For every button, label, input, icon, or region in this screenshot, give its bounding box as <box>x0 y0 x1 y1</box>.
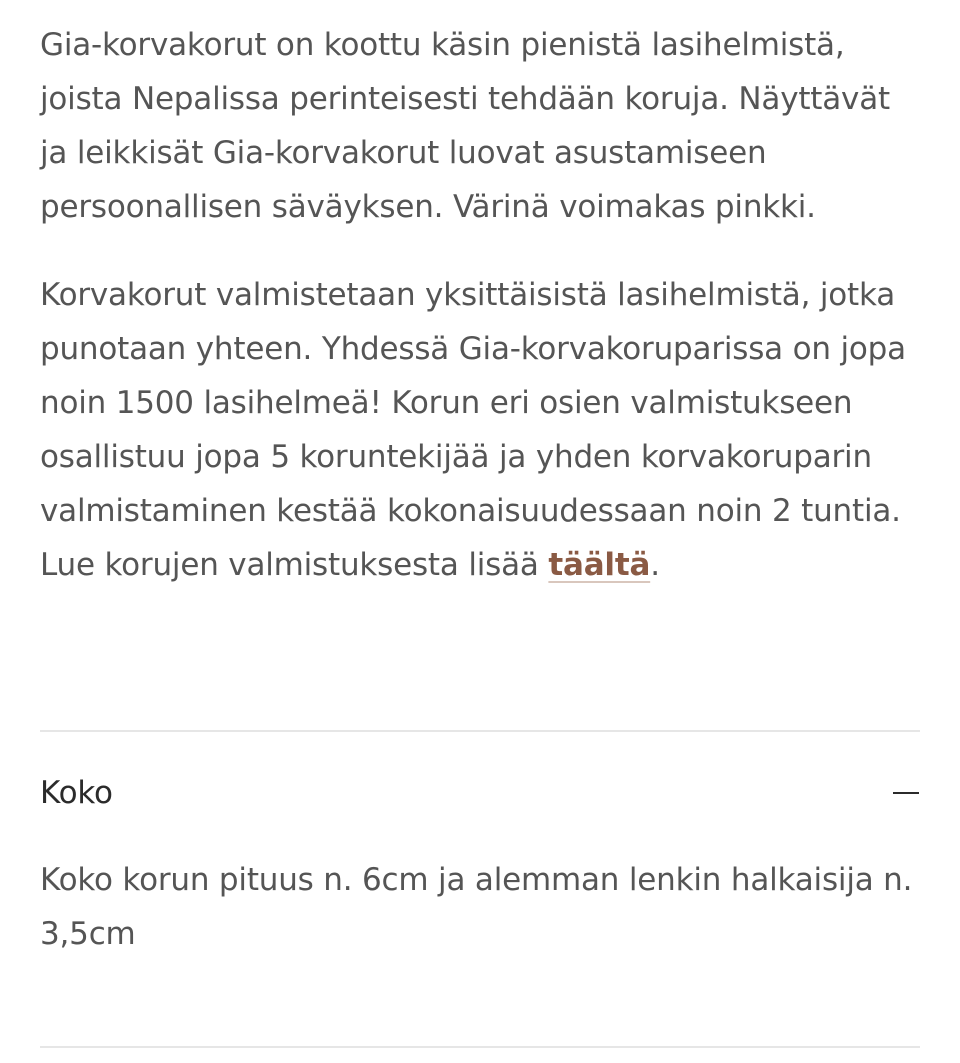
size-description: Koko korun pituus n. 6cm ja alemman lenkin halkaisija n. 3,5cm <box>40 862 913 952</box>
read-more-link[interactable]: täältä <box>548 547 651 583</box>
description-paragraph-2 <box>40 268 920 592</box>
description-paragraph-2-end: . <box>650 547 660 583</box>
description-paragraph-1: Gia-korvakorut on koottu käsin pienistä lasihelmistä, joista Nepalissa perinteisesti tehdään koruja. Näyttävät ja leikkisät Gia-korvakorut luovat asustamiseen persoonallisen säväyksen. Värinä voimakas pinkki. <box>40 27 890 225</box>
section-divider-top <box>40 730 920 732</box>
size-section-title: Koko <box>40 775 113 811</box>
minus-icon[interactable] <box>892 779 920 807</box>
section-divider-bottom <box>40 1046 920 1048</box>
product-description <box>40 18 920 592</box>
size-accordion-header[interactable] <box>40 762 920 824</box>
size-accordion-content <box>40 853 920 961</box>
description-paragraph-2-text: Korvakorut valmistetaan yksittäisistä lasihelmistä, jotka punotaan yhteen. Yhdessä Gia-korvakoruparissa on jopa noin 1500 lasihelmeä! Korun eri osien valmistukseen osallistuu jopa 5 koruntekijää ja yhden korvakoruparin valmistaminen kestää kokonaisuudessaan noin 2 tuntia. Lue korujen valmistuksesta lisää <box>40 277 906 583</box>
